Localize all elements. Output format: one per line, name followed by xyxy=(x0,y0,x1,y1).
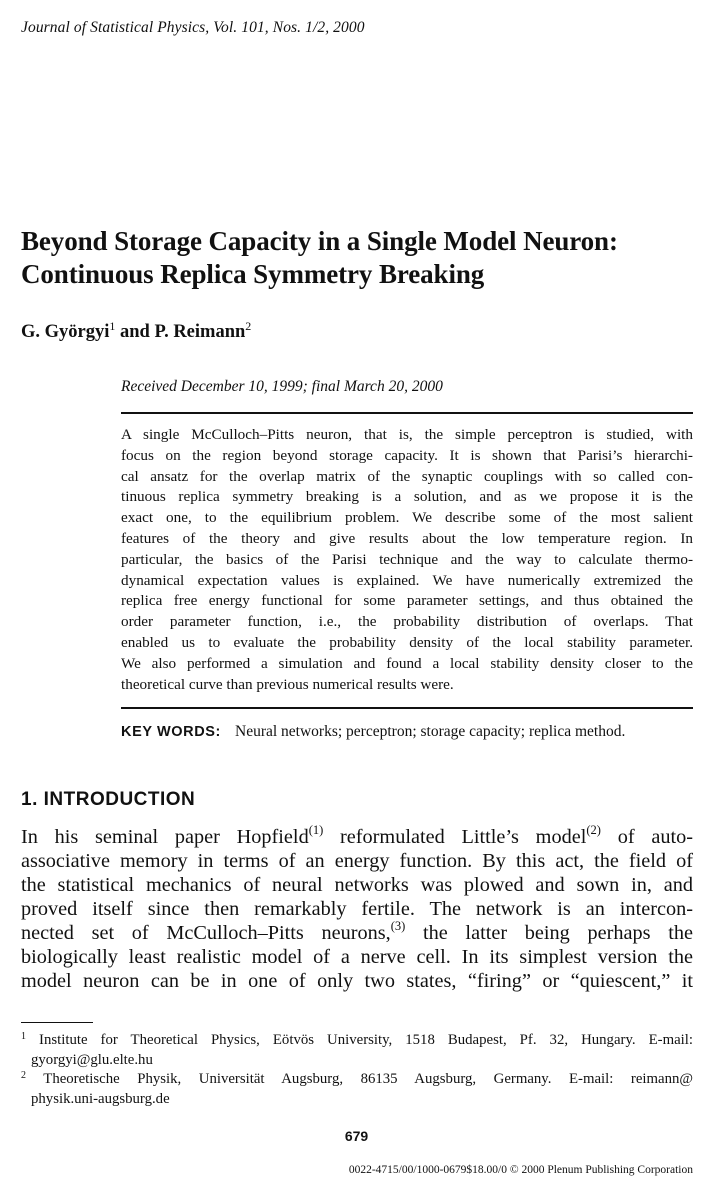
title-line-1: Beyond Storage Capacity in a Single Model Neuron: xyxy=(21,226,618,256)
page-number: 679 xyxy=(344,1128,369,1144)
abstract-line: replica free energy functional for some parameter settings, and thus obtained the xyxy=(121,592,693,610)
abstract-bottom-rule xyxy=(121,707,693,709)
paper-title xyxy=(21,225,701,291)
received-dates: Received December 10, 1999; final March 20, 2000 xyxy=(121,378,443,395)
footnote-mark: 2 xyxy=(21,1070,26,1081)
journal-header: Journal of Statistical Physics, Vol. 101, Nos. 1/2, 2000 xyxy=(21,19,365,36)
copyright-line: 0022-4715/00/1000-0679$18.00/0 © 2000 Plenum Publishing Corporation xyxy=(348,1164,693,1176)
author-2-affiliation-mark: 2 xyxy=(245,319,252,333)
abstract-line: dynamical expectation values is explained. We have numerically extremized the xyxy=(121,571,693,589)
abstract-line: A single McCulloch–Pitts neuron, that is, the simple perceptron is studied, with xyxy=(121,426,693,443)
abstract-line: cal ansatz for the overlap matrix of the synaptic couplings with so called con- xyxy=(121,467,693,485)
abstract-line: focus on the region beyond storage capacity. It is shown that Parisi’s hierarchi- xyxy=(121,446,693,464)
author-2: P. Reimann xyxy=(154,322,246,342)
abstract-line: order parameter function, i.e., the probability distribution of overlaps. That xyxy=(121,613,693,631)
abstract-line: theoretical curve than previous numerical results were. xyxy=(121,675,454,693)
footnotes xyxy=(21,1031,693,1109)
abstract-line: particular, the basics of the Parisi technique and the way to calculate thermo- xyxy=(121,550,693,568)
footnote-1-continued: gyorgyi@glu.elte.hu xyxy=(31,1051,153,1068)
author-conjunction: and xyxy=(115,322,155,342)
citation-ref: (1) xyxy=(308,823,324,837)
section-heading: 1. INTRODUCTION xyxy=(21,789,196,810)
body-line: associative memory in terms of an energy function. By this act, the field of xyxy=(21,850,693,872)
keywords-label: KEY WORDS: xyxy=(121,724,221,740)
body-line: the statistical mechanics of neural networks was plowed and sown in, and xyxy=(21,874,693,896)
abstract-top-rule xyxy=(121,412,693,414)
abstract-line: features of the theory and give results about the low temperature region. In xyxy=(121,529,693,547)
body-line: biologically least realistic model of a nerve cell. In its simplest version the xyxy=(21,946,693,968)
citation-ref: (2) xyxy=(586,823,601,837)
body-line: In his seminal paper Hopfield$^{(1)}$ reformulated Little’s model$^{(2)}$ of auto- xyxy=(21,823,693,848)
footnote-1: $^1$ Institute for Theoretical Physics, Eötvös University, 1518 Budapest, Pf. 32, Hungary. E-mail: xyxy=(21,1031,693,1048)
footnote-2-continued: physik.uni-augsburg.de xyxy=(31,1090,170,1107)
author-1: G. Györgyi xyxy=(21,322,110,342)
abstract-line: We also performed a simulation and found a local stability density closer to the xyxy=(121,654,693,672)
author-1-affiliation-mark: 1 xyxy=(109,319,116,333)
authors xyxy=(21,319,252,343)
introduction-body xyxy=(21,825,693,993)
title-line-2: Continuous Replica Symmetry Breaking xyxy=(21,259,485,289)
footnote-2: $^2$ Theoretische Physik, Universität Augsburg, 86135 Augsburg, Germany. E-mail: reimann@ xyxy=(21,1070,693,1087)
body-line: proved itself since then remarkably fertile. The network is an intercon- xyxy=(21,898,693,920)
footnote-mark: 1 xyxy=(21,1031,26,1042)
keywords-text: Neural networks; perceptron; storage capacity; replica method. xyxy=(235,723,626,740)
abstract-line: tinuous replica symmetry breaking is a solution, and as we propose it is the xyxy=(121,488,693,506)
body-line: nected set of McCulloch–Pitts neurons,$^{(3)}$ the latter being perhaps the xyxy=(21,919,693,944)
keywords xyxy=(121,723,693,741)
abstract-line: exact one, to the equilibrium problem. We describe some of the most salient xyxy=(121,509,693,527)
abstract xyxy=(121,425,693,695)
abstract-line: enabled us to evaluate the probability density of the local stability parameter. xyxy=(121,633,693,651)
body-line: model neuron can be in one of only two states, “firing” or “quiescent,” it xyxy=(21,970,693,992)
citation-ref: (3) xyxy=(390,919,406,933)
footnote-rule xyxy=(21,1022,93,1023)
